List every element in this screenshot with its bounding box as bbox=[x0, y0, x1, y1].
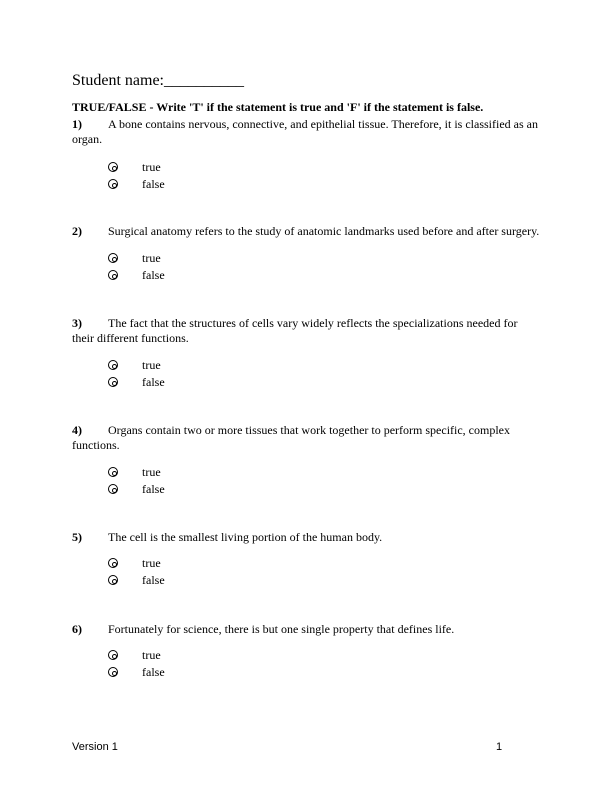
option-label: true bbox=[142, 465, 161, 479]
student-name-label: Student name:__________ bbox=[72, 72, 244, 89]
option-label: false bbox=[142, 268, 165, 282]
option-label: false bbox=[142, 573, 165, 587]
option-label: false bbox=[142, 482, 165, 496]
radio-circle-icon[interactable] bbox=[108, 558, 118, 568]
option-label: false bbox=[142, 177, 165, 191]
option-label: false bbox=[142, 375, 165, 389]
question-number: 3) bbox=[72, 316, 82, 330]
question-6 bbox=[72, 622, 542, 637]
option-label: true bbox=[142, 251, 161, 265]
radio-circle-icon[interactable] bbox=[108, 667, 118, 677]
radio-circle-icon[interactable] bbox=[108, 650, 118, 660]
radio-circle-icon[interactable] bbox=[108, 179, 118, 189]
question-number: 2) bbox=[72, 224, 82, 238]
question-number: 1) bbox=[72, 117, 82, 131]
question-number: 6) bbox=[72, 622, 82, 636]
question-text: The cell is the smallest living portion of the human body. bbox=[108, 530, 383, 544]
radio-circle-icon[interactable] bbox=[108, 484, 118, 494]
instructions-heading: TRUE/FALSE - Write 'T' if the statement is true and 'F' if the statement is false. bbox=[72, 100, 484, 114]
question-5 bbox=[72, 530, 542, 545]
option-label: true bbox=[142, 556, 161, 570]
question-number: 5) bbox=[72, 530, 82, 544]
question-text: Fortunately for science, there is but one single property that defines life. bbox=[108, 622, 455, 636]
radio-circle-icon[interactable] bbox=[108, 253, 118, 263]
radio-circle-icon[interactable] bbox=[108, 270, 118, 280]
option-label: false bbox=[142, 665, 165, 679]
question-text: The fact that the structures of cells vary widely reflects the specializations needed for their different functions. bbox=[72, 316, 518, 345]
question-number: 4) bbox=[72, 423, 82, 437]
footer-version: Version 1 bbox=[72, 741, 118, 753]
question-3 bbox=[72, 316, 542, 346]
question-4 bbox=[72, 423, 542, 453]
radio-circle-icon[interactable] bbox=[108, 377, 118, 387]
radio-circle-icon[interactable] bbox=[108, 575, 118, 585]
option-label: true bbox=[142, 358, 161, 372]
question-text: Surgical anatomy refers to the study of anatomic landmarks used before and after surgery. bbox=[108, 224, 540, 238]
option-label: true bbox=[142, 648, 161, 662]
radio-circle-icon[interactable] bbox=[108, 360, 118, 370]
question-2 bbox=[72, 224, 542, 239]
footer-page-number: 1 bbox=[496, 741, 503, 753]
option-label: true bbox=[142, 160, 161, 174]
radio-circle-icon[interactable] bbox=[108, 467, 118, 477]
radio-circle-icon[interactable] bbox=[108, 162, 118, 172]
question-text: A bone contains nervous, connective, and epithelial tissue. Therefore, it is classified as an organ. bbox=[72, 117, 538, 146]
question-1 bbox=[72, 117, 542, 147]
question-text: Organs contain two or more tissues that work together to perform specific, complex functions. bbox=[72, 423, 511, 452]
